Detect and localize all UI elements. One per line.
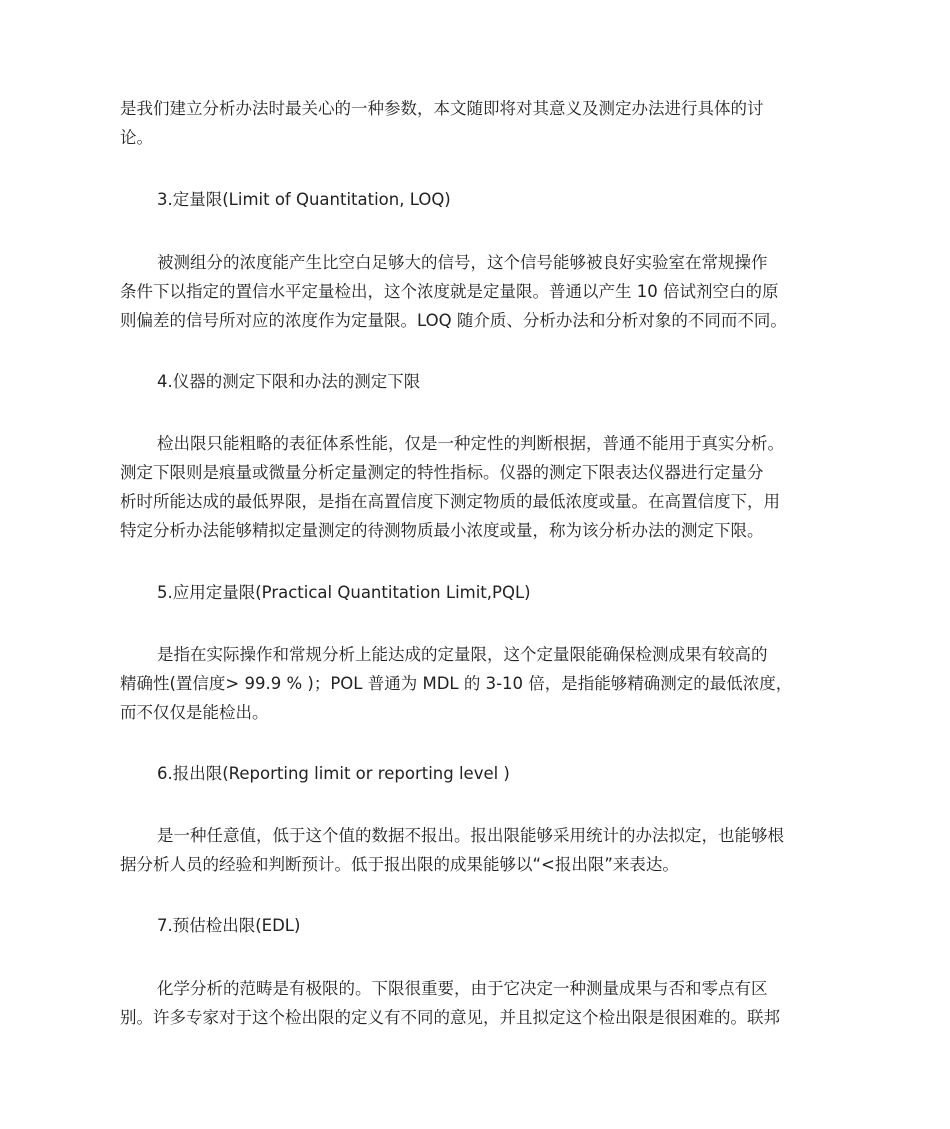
text-line: 别。许多专家对于这个检出限的定义有不同的意见，并且拟定这个检出限是很困难的。联邦 xyxy=(120,1008,780,1027)
text-line: 析时所能达成的最低界限，是指在高置信度下测定物质的最低浓度或量。在高置信度下，用 xyxy=(120,492,780,511)
paragraph-intro xyxy=(120,94,832,152)
text-line: 论。 xyxy=(120,128,153,147)
section-heading-4: 4.仪器的测定下限和办法的测定下限 xyxy=(157,372,421,391)
paragraph-section-7 xyxy=(120,974,832,1032)
paragraph-section-4 xyxy=(120,429,832,545)
section-heading-5: 5.应用定量限(Practical Quantitation Limit,PQL) xyxy=(157,583,531,602)
paragraph-section-3 xyxy=(120,248,832,335)
text-line: 检出限只能粗略的表征体系性能，仅是一种定性的判断根据，普通不能用于真实分析。 xyxy=(157,434,784,453)
text-line: 是一种任意值，低于这个值的数据不报出。报出限能够采用统计的办法拟定，也能够根 xyxy=(157,826,784,845)
paragraph-section-6 xyxy=(120,821,832,879)
text-line: 是指在实际操作和常规分析上能达成的定量限，这个定量限能确保检测成果有较高的 xyxy=(157,645,768,664)
text-line: 化学分析的范畴是有极限的。下限很重要，由于它决定一种测量成果与否和零点有区 xyxy=(157,979,768,998)
section-heading-3: 3.定量限(Limit of Quantitation, LOQ) xyxy=(157,190,451,209)
text-line: 据分析人员的经验和判断预计。低于报出限的成果能够以“<报出限”来表达。 xyxy=(120,855,679,874)
text-line: 而不仅仅是能检出。 xyxy=(120,703,269,722)
text-line: 是我们建立分析办法时最关心的一种参数，本文随即将对其意义及测定办法进行具体的讨 xyxy=(120,99,764,118)
section-heading-7: 7.预估检出限(EDL) xyxy=(157,916,301,935)
text-line: 则偏差的信号所对应的浓度作为定量限。LOQ 随介质、分析办法和分析对象的不同而不同。 xyxy=(120,311,787,330)
text-line: 精确性(置信度> 99.9 % )；POL 普通为 MDL 的 3-10 倍，是指能够精确测定的最低浓度， xyxy=(120,674,793,693)
section-heading-6: 6.报出限(Reporting limit or reporting level ) xyxy=(157,764,510,783)
text-line: 条件下以指定的置信水平定量检出，这个浓度就是定量限。普通以产生 10 倍试剂空白的原 xyxy=(120,282,779,301)
paragraph-section-5 xyxy=(120,640,832,727)
text-line: 测定下限则是痕量或微量分析定量测定的特性指标。仪器的测定下限表达仪器进行定量分 xyxy=(120,463,764,482)
text-line: 特定分析办法能够精拟定量测定的待测物质最小浓度或量，称为该分析办法的测定下限。 xyxy=(120,521,764,540)
text-line: 被测组分的浓度能产生比空白足够大的信号，这个信号能够被良好实验室在常规操作 xyxy=(157,253,768,272)
